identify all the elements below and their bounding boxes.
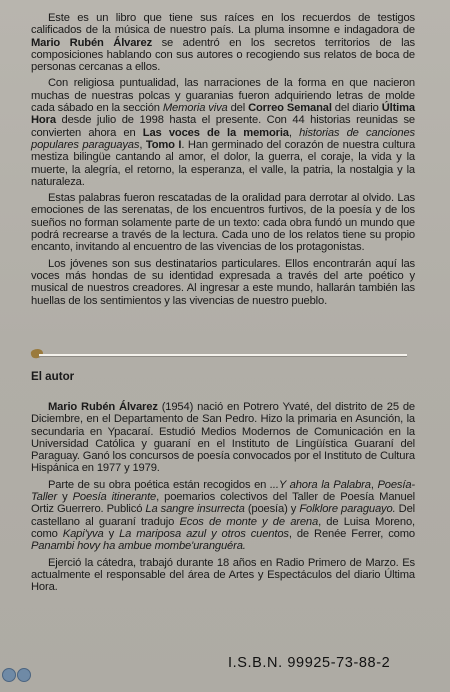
- synopsis-paragraph: [31, 258, 415, 307]
- text-run: (1954) nació en Potrero Yvaté, del distrito de 25 de Diciembre, en el Departamento de San Pedro. Hizo la primaria en Asunción, la secundaria en Ypacaraí. Estudió Medios Modernos de Comunicación en la Universidad Católica y guaraní en el Instituto de Lingüística Guaraní del Paraguay. Ganó los concursos de poesía convocados por el Instituto de Cultura Hispánica en 1977 y 1979.: [31, 401, 415, 475]
- text-run: Kapi'yva: [62, 527, 104, 540]
- text-run: desde julio de 1998 hasta el presente. Con 44 historias reunidas se convierten ahora en: [31, 114, 415, 139]
- text-run: Mario Rubén Álvarez: [48, 401, 158, 413]
- author-bio-paragraph: [31, 557, 415, 594]
- isbn-number: I.S.B.N. 99925-73-88-2: [228, 655, 391, 671]
- text-run: Ejerció la cátedra, trabajó durante 18 años en Radio Primero de Marzo. Es actualmente el responsable del área de Artes y Espectáculos del diario Última Hora.: [31, 556, 415, 594]
- text-run: del: [227, 102, 249, 115]
- synopsis-section: [31, 12, 415, 311]
- text-run: (poesía) y: [244, 503, 300, 516]
- text-run: Tomo I: [145, 138, 182, 151]
- text-run: Poesía itinerante: [72, 491, 157, 504]
- text-run: , de Luisa Moreno, como: [31, 515, 415, 540]
- text-run: Los jóvenes son sus destinatarios particulares. Ellos encontrarán aquí las voces más hondas de su identidad expresada a través del arte poético y musical de nuestros creadores. Al ingresar a este mundo, hallarán también las huellas de los sentimientos y las vivencias de nuestro pueblo.: [31, 257, 415, 307]
- text-run: ,: [139, 138, 146, 151]
- text-run: , poemarios colectivos del Taller de Poesía Manuel Ortiz Guerrero. Publicó: [31, 491, 415, 516]
- text-run: ,: [370, 478, 378, 491]
- author-bio-paragraph: [31, 479, 415, 553]
- section-divider: [31, 349, 407, 359]
- author-bio-paragraph: [31, 401, 415, 475]
- text-run: Correo Semanal: [248, 102, 332, 115]
- text-run: Última Hora: [31, 102, 415, 127]
- text-run: Las voces de la memoria: [142, 126, 289, 139]
- author-heading: El autor: [31, 370, 75, 383]
- text-run: Folklore paraguayo.: [299, 503, 396, 516]
- text-run: Del castellano al guaraní tradujo: [31, 503, 415, 528]
- text-run: La mariposa azul y otros cuentos: [119, 527, 289, 540]
- text-run: se adentró en los secretos territorios de las composiciones hablando con sus autores o recogiendo sus relatos de boca de personas cercanas a ellos.: [31, 36, 416, 74]
- divider-line: [39, 354, 407, 356]
- text-run: La sangre insurrecta: [145, 503, 245, 516]
- text-run: Este es un libro que tiene sus raíces en los recuerdos de testigos calificados de la música de nuestro país. La pluma insomne e indagadora de: [31, 12, 415, 37]
- text-run: Panambi hovy ha ambue mombe'uranguéra.: [31, 540, 246, 553]
- text-run: , de Renée Ferrer, como: [288, 527, 415, 540]
- text-run: y: [57, 491, 73, 504]
- text-run: Con religiosa puntualidad, las narraciones de la forma en que nacieron muchas de nuestras polcas y guaranias fueron adquiriendo letras de molde cada sábado en la sección: [31, 77, 415, 115]
- synopsis-paragraph: [31, 12, 415, 73]
- text-run: Ecos de monte y de arena: [179, 515, 319, 528]
- author-bio-section: [31, 401, 415, 597]
- text-run: Memoria viva: [162, 102, 228, 115]
- text-run: . Han germinado del corazón de nuestra cultura mestiza bilingüe cantando al amor, el dolor, la guerra, el coraje, la vida y la muerte, la alegría, el retorno, la esperanza, el valle, la patria, la nostalgia y la naturaleza.: [31, 138, 416, 188]
- text-run: Poesía-Taller: [31, 478, 415, 504]
- text-run: ...Y ahora la Palabra: [269, 478, 371, 491]
- synopsis-paragraph: [31, 77, 415, 188]
- text-run: del diario: [331, 102, 382, 115]
- synopsis-paragraph: [31, 192, 415, 253]
- text-run: Estas palabras fueron rescatadas de la oralidad para derrotar al olvido. Las emociones de las serenatas, de los encuentros furtivos, de la poesía y de los sueños no forman solamente parte de un texto: cada obra fundó un mundo que podrá recrearse a través de la lectura. Cada uno de los relatos tiene su propio encanto, invitando al encuentro de las vivencias de los protagonistas.: [31, 192, 415, 254]
- text-run: historias de canciones populares paraguayas: [31, 126, 415, 151]
- publisher-logo-icon: [0, 664, 36, 686]
- text-run: y: [103, 527, 120, 540]
- text-run: Mario Rubén Álvarez: [31, 36, 153, 49]
- text-run: ,: [288, 126, 300, 139]
- text-run: Parte de su obra poética están recogidos en: [48, 478, 270, 491]
